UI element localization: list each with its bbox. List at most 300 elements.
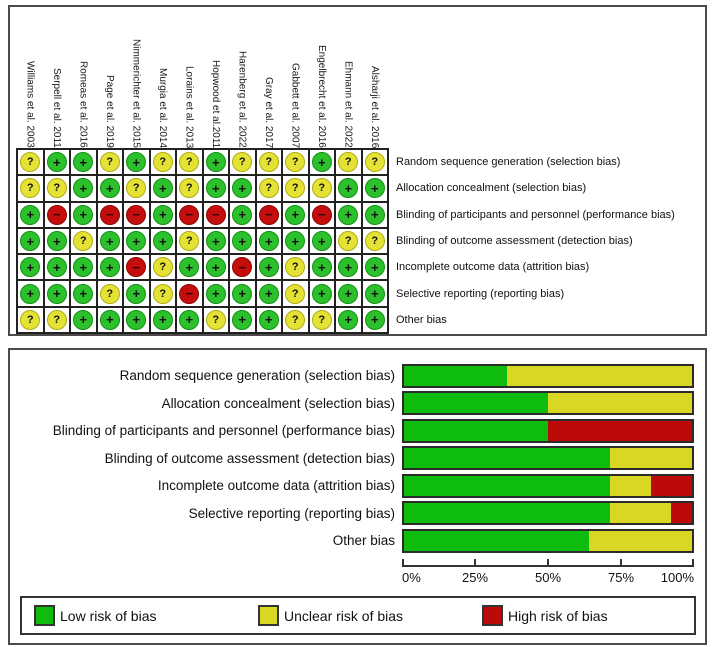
- judgement-cell: [335, 254, 362, 280]
- study-header-label: Alsharji et al. 2016: [368, 65, 380, 148]
- judgement-cell: [150, 149, 177, 175]
- judgement-cell: [282, 202, 309, 228]
- stacked-bar: [402, 529, 694, 553]
- low-risk-dot: +: [73, 257, 93, 277]
- judgement-cell: [70, 149, 97, 175]
- judgement-cell: [309, 202, 336, 228]
- judgement-cell: [44, 280, 71, 306]
- judgement-cell: [176, 149, 203, 175]
- judgement-cell: [176, 228, 203, 254]
- unclear-risk-dot: ?: [338, 231, 358, 251]
- low-risk-dot: +: [20, 257, 40, 277]
- judgement-cell: [229, 175, 256, 201]
- judgement-cell: [176, 175, 203, 201]
- low-risk-dot: +: [126, 231, 146, 251]
- bar-segment-high: [671, 503, 691, 523]
- judgement-cell: [70, 202, 97, 228]
- judgement-cell: [176, 254, 203, 280]
- low-risk-dot: +: [232, 205, 252, 225]
- low-risk-swatch: [34, 605, 55, 626]
- domain-label: Other bias: [396, 313, 447, 326]
- judgement-cell: [17, 254, 44, 280]
- low-risk-dot: +: [338, 205, 358, 225]
- axis-tick-label: 25%: [461, 569, 489, 585]
- study-header-cell: [334, 10, 361, 148]
- bar-segment-low: [404, 503, 610, 523]
- low-risk-dot: +: [153, 231, 173, 251]
- judgement-cell: [282, 280, 309, 306]
- bar-category-label: Other bias: [332, 533, 395, 549]
- unclear-risk-dot: ?: [100, 152, 120, 172]
- judgement-cell: [309, 307, 336, 333]
- judgement-cell: [70, 307, 97, 333]
- study-header-label: Harenberg et al. 2022: [236, 51, 248, 148]
- study-header-label: Ehmann et al. 2022: [342, 61, 354, 148]
- low-risk-dot: +: [365, 284, 385, 304]
- unclear-risk-dot: ?: [312, 310, 332, 330]
- study-header-cell: [202, 10, 229, 148]
- judgement-cell: [44, 307, 71, 333]
- study-header-label: Nimmerichter et al. 2015: [130, 39, 142, 148]
- bar-category-label: Blinding of participants and personnel (performance bias): [52, 423, 395, 439]
- low-risk-dot: +: [73, 178, 93, 198]
- low-risk-dot: +: [20, 284, 40, 304]
- judgement-cell: [176, 280, 203, 306]
- low-risk-dot: +: [126, 152, 146, 172]
- low-risk-dot: +: [73, 310, 93, 330]
- judgement-cell: [123, 228, 150, 254]
- judgement-cell: [17, 175, 44, 201]
- study-headers: [16, 10, 389, 148]
- judgement-cell: [335, 307, 362, 333]
- legend-item-unclear: [246, 605, 470, 626]
- bar-segment-low: [404, 448, 610, 468]
- judgement-cell: [229, 280, 256, 306]
- unclear-risk-dot: ?: [232, 152, 252, 172]
- low-risk-dot: +: [285, 231, 305, 251]
- low-risk-dot: +: [153, 178, 173, 198]
- axis-tick-label: 100%: [660, 569, 694, 585]
- judgement-cell: [44, 254, 71, 280]
- unclear-risk-dot: ?: [259, 178, 279, 198]
- judgement-cell: [256, 307, 283, 333]
- low-risk-dot: +: [338, 284, 358, 304]
- study-header-cell: [122, 10, 149, 148]
- high-risk-swatch: [482, 605, 503, 626]
- judgement-cell: [150, 307, 177, 333]
- low-risk-dot: +: [232, 231, 252, 251]
- judgement-row: [17, 254, 388, 280]
- low-risk-dot: +: [365, 205, 385, 225]
- low-risk-dot: +: [153, 205, 173, 225]
- unclear-risk-swatch: [258, 605, 279, 626]
- low-risk-dot: +: [73, 284, 93, 304]
- low-risk-dot: +: [73, 205, 93, 225]
- judgement-cell: [17, 202, 44, 228]
- unclear-risk-dot: ?: [285, 257, 305, 277]
- unclear-risk-dot: ?: [179, 152, 199, 172]
- unclear-risk-dot: ?: [179, 231, 199, 251]
- judgement-cell: [17, 280, 44, 306]
- judgement-cell: [203, 149, 230, 175]
- judgement-row: [17, 228, 388, 254]
- low-risk-dot: +: [259, 284, 279, 304]
- judgement-cell: [97, 254, 124, 280]
- bar-category-label: Incomplete outcome data (attrition bias): [157, 478, 395, 494]
- judgement-cell: [123, 254, 150, 280]
- judgement-cell: [44, 149, 71, 175]
- unclear-risk-dot: ?: [206, 310, 226, 330]
- high-risk-dot: −: [126, 205, 146, 225]
- judgement-cell: [282, 228, 309, 254]
- judgement-cell: [282, 307, 309, 333]
- judgement-cell: [362, 280, 389, 306]
- judgement-cell: [97, 149, 124, 175]
- judgement-cell: [176, 202, 203, 228]
- domain-label: Random sequence generation (selection bias): [396, 156, 621, 169]
- bar-category-label: Blinding of outcome assessment (detection bias): [104, 450, 395, 466]
- unclear-risk-dot: ?: [153, 257, 173, 277]
- judgement-cell: [282, 254, 309, 280]
- low-risk-dot: +: [206, 231, 226, 251]
- low-risk-dot: +: [259, 257, 279, 277]
- axis-tick: [402, 559, 404, 567]
- high-risk-dot: −: [232, 257, 252, 277]
- bar-segment-unclear: [589, 531, 692, 551]
- judgement-cell: [203, 280, 230, 306]
- judgement-cell: [203, 307, 230, 333]
- legend: [20, 596, 696, 635]
- judgement-cell: [123, 149, 150, 175]
- unclear-risk-dot: ?: [126, 178, 146, 198]
- summary-layout: [10, 7, 705, 334]
- unclear-risk-dot: ?: [365, 231, 385, 251]
- high-risk-dot: −: [126, 257, 146, 277]
- judgement-cell: [309, 254, 336, 280]
- study-header-cell: [16, 10, 43, 148]
- study-header-cell: [281, 10, 308, 148]
- judgement-cell: [97, 202, 124, 228]
- risk-of-bias-summary-panel: [8, 5, 707, 336]
- judgement-cell: [362, 307, 389, 333]
- judgement-cell: [335, 175, 362, 201]
- judgement-cell: [256, 149, 283, 175]
- domain-label: Blinding of outcome assessment (detection bias): [396, 235, 633, 248]
- study-header-label: Page et al. 2019: [103, 75, 115, 148]
- study-header-label: Williams et al. 2003: [24, 61, 36, 148]
- study-header-cell: [308, 10, 335, 148]
- studies-grid-column: [16, 10, 389, 334]
- stacked-bar: [402, 474, 694, 498]
- low-risk-dot: +: [126, 310, 146, 330]
- bar-segment-high: [651, 476, 692, 496]
- low-risk-dot: +: [206, 257, 226, 277]
- bar-segment-unclear: [548, 393, 692, 413]
- high-risk-dot: −: [259, 205, 279, 225]
- bar-segment-low: [404, 421, 548, 441]
- axis-tick-label: 50%: [534, 569, 562, 585]
- judgement-cell: [335, 202, 362, 228]
- low-risk-dot: +: [365, 257, 385, 277]
- judgement-cell: [256, 175, 283, 201]
- judgement-cell: [229, 254, 256, 280]
- judgement-cell: [335, 280, 362, 306]
- judgement-cell: [17, 228, 44, 254]
- low-risk-dot: +: [232, 178, 252, 198]
- stacked-bar: [402, 364, 694, 388]
- low-risk-dot: +: [179, 310, 199, 330]
- unclear-risk-dot: ?: [47, 310, 67, 330]
- legend-label: High risk of bias: [508, 607, 608, 624]
- study-header-cell: [69, 10, 96, 148]
- unclear-risk-dot: ?: [153, 284, 173, 304]
- judgement-cell: [335, 149, 362, 175]
- judgement-cell: [203, 254, 230, 280]
- low-risk-dot: +: [338, 178, 358, 198]
- low-risk-dot: +: [365, 310, 385, 330]
- study-header-cell: [255, 10, 282, 148]
- axis-tick-label: 75%: [607, 569, 635, 585]
- bar-row: [10, 527, 705, 555]
- bar-segment-unclear: [610, 503, 672, 523]
- unclear-risk-dot: ?: [312, 178, 332, 198]
- judgement-cell: [97, 307, 124, 333]
- bar-rows: [10, 350, 705, 555]
- bar-row: [10, 417, 705, 445]
- legend-label: Unclear risk of bias: [284, 607, 404, 624]
- judgement-cell: [229, 149, 256, 175]
- unclear-risk-dot: ?: [100, 284, 120, 304]
- high-risk-dot: −: [100, 205, 120, 225]
- study-header-cell: [228, 10, 255, 148]
- unclear-risk-dot: ?: [47, 178, 67, 198]
- judgement-cell: [97, 175, 124, 201]
- domain-label: Incomplete outcome data (attrition bias): [396, 261, 590, 274]
- judgement-cell: [229, 228, 256, 254]
- low-risk-dot: +: [47, 231, 67, 251]
- judgement-cell: [309, 280, 336, 306]
- judgement-cell: [44, 202, 71, 228]
- unclear-risk-dot: ?: [179, 178, 199, 198]
- judgement-cell: [123, 307, 150, 333]
- axis-tick-label: 0%: [402, 569, 421, 585]
- judgement-cell: [17, 149, 44, 175]
- judgement-cell: [150, 280, 177, 306]
- low-risk-dot: +: [312, 257, 332, 277]
- low-risk-dot: +: [338, 257, 358, 277]
- judgement-cell: [44, 228, 71, 254]
- high-risk-dot: −: [179, 284, 199, 304]
- unclear-risk-dot: ?: [73, 231, 93, 251]
- low-risk-dot: +: [206, 178, 226, 198]
- judgement-cell: [309, 175, 336, 201]
- judgement-cell: [362, 228, 389, 254]
- judgement-cell: [70, 228, 97, 254]
- judgement-cell: [256, 254, 283, 280]
- low-risk-dot: +: [365, 178, 385, 198]
- study-header-cell: [175, 10, 202, 148]
- axis-tick: [547, 559, 549, 567]
- study-header-cell: [96, 10, 123, 148]
- bar-row: [10, 445, 705, 473]
- judgement-cell: [362, 254, 389, 280]
- low-risk-dot: +: [206, 152, 226, 172]
- judgement-cell: [362, 149, 389, 175]
- judgement-cell: [150, 202, 177, 228]
- judgement-cell: [97, 228, 124, 254]
- stacked-bar: [402, 501, 694, 525]
- low-risk-dot: +: [312, 284, 332, 304]
- unclear-risk-dot: ?: [285, 310, 305, 330]
- judgement-grid: [16, 148, 389, 334]
- domain-label: Blinding of participants and personnel (performance bias): [396, 208, 675, 221]
- judgement-cell: [203, 202, 230, 228]
- low-risk-dot: +: [206, 284, 226, 304]
- unclear-risk-dot: ?: [153, 152, 173, 172]
- domain-labels: [396, 10, 675, 334]
- low-risk-dot: +: [259, 310, 279, 330]
- low-risk-dot: +: [20, 231, 40, 251]
- low-risk-dot: +: [259, 231, 279, 251]
- unclear-risk-dot: ?: [20, 178, 40, 198]
- judgement-cell: [256, 228, 283, 254]
- study-header-label: Hopwood et al.2011: [209, 59, 221, 148]
- judgement-cell: [44, 175, 71, 201]
- low-risk-dot: +: [73, 152, 93, 172]
- study-header-label: Serpell et al. 2011: [50, 68, 62, 148]
- bar-segment-low: [404, 531, 589, 551]
- judgement-cell: [150, 254, 177, 280]
- low-risk-dot: +: [100, 231, 120, 251]
- judgement-cell: [17, 307, 44, 333]
- judgement-cell: [150, 228, 177, 254]
- low-risk-dot: +: [20, 205, 40, 225]
- legend-item-low: [22, 605, 246, 626]
- domain-label: Allocation concealment (selection bias): [396, 182, 587, 195]
- bar-segment-unclear: [507, 366, 692, 386]
- unclear-risk-dot: ?: [285, 152, 305, 172]
- stacked-bar: [402, 391, 694, 415]
- bar-row: [10, 472, 705, 500]
- legend-item-high: [470, 605, 694, 626]
- judgement-cell: [203, 175, 230, 201]
- bar-segment-high: [548, 421, 692, 441]
- bar-category-label: Selective reporting (reporting bias): [188, 505, 395, 521]
- high-risk-dot: −: [179, 205, 199, 225]
- unclear-risk-dot: ?: [20, 310, 40, 330]
- low-risk-dot: +: [232, 284, 252, 304]
- bar-category-label: Random sequence generation (selection bias): [119, 368, 395, 384]
- judgement-cell: [97, 280, 124, 306]
- study-header-cell: [361, 10, 388, 148]
- judgement-row: [17, 280, 388, 306]
- bar-segment-low: [404, 393, 548, 413]
- bar-row: [10, 390, 705, 418]
- judgement-cell: [203, 228, 230, 254]
- judgement-cell: [256, 280, 283, 306]
- low-risk-dot: +: [47, 152, 67, 172]
- bar-segment-low: [404, 366, 507, 386]
- low-risk-dot: +: [126, 284, 146, 304]
- judgement-row: [17, 175, 388, 201]
- unclear-risk-dot: ?: [285, 178, 305, 198]
- unclear-risk-dot: ?: [285, 284, 305, 304]
- judgement-cell: [256, 202, 283, 228]
- low-risk-dot: +: [100, 178, 120, 198]
- low-risk-dot: +: [153, 310, 173, 330]
- judgement-cell: [335, 228, 362, 254]
- domain-label: Selective reporting (reporting bias): [396, 287, 565, 300]
- judgement-cell: [309, 149, 336, 175]
- stacked-bar: [402, 419, 694, 443]
- judgement-cell: [282, 175, 309, 201]
- judgement-cell: [70, 175, 97, 201]
- low-risk-dot: +: [100, 257, 120, 277]
- low-risk-dot: +: [100, 310, 120, 330]
- judgement-cell: [282, 149, 309, 175]
- legend-label: Low risk of bias: [60, 607, 157, 624]
- x-axis: [402, 559, 694, 589]
- judgement-row: [17, 307, 388, 333]
- judgement-cell: [229, 202, 256, 228]
- study-header-label: Engelbrecht et al. 2016: [315, 45, 327, 148]
- unclear-risk-dot: ?: [259, 152, 279, 172]
- bar-category-label: Allocation concealment (selection bias): [161, 395, 395, 411]
- judgement-cell: [229, 307, 256, 333]
- judgement-row: [17, 149, 388, 175]
- judgement-cell: [123, 280, 150, 306]
- judgement-cell: [362, 202, 389, 228]
- unclear-risk-dot: ?: [20, 152, 40, 172]
- judgement-cell: [362, 175, 389, 201]
- study-header-label: Murgia et al. 2014: [156, 67, 168, 148]
- unclear-risk-dot: ?: [338, 152, 358, 172]
- low-risk-dot: +: [232, 310, 252, 330]
- low-risk-dot: +: [312, 231, 332, 251]
- study-header-label: Gabbett et al. 2007: [289, 62, 301, 148]
- high-risk-dot: −: [312, 205, 332, 225]
- low-risk-dot: +: [338, 310, 358, 330]
- bar-segment-unclear: [610, 448, 692, 468]
- low-risk-dot: +: [285, 205, 305, 225]
- judgement-cell: [123, 175, 150, 201]
- study-header-label: Romeas et al. 2016: [77, 61, 89, 148]
- low-risk-dot: +: [312, 152, 332, 172]
- study-header-cell: [43, 10, 70, 148]
- low-risk-dot: +: [179, 257, 199, 277]
- bar-segment-low: [404, 476, 610, 496]
- low-risk-dot: +: [47, 284, 67, 304]
- judgement-cell: [309, 228, 336, 254]
- judgement-cell: [70, 254, 97, 280]
- bar-segment-unclear: [610, 476, 651, 496]
- judgement-row: [17, 202, 388, 228]
- high-risk-dot: −: [206, 205, 226, 225]
- judgement-cell: [150, 175, 177, 201]
- low-risk-dot: +: [47, 257, 67, 277]
- axis-tick: [692, 559, 694, 567]
- bar-row: [10, 500, 705, 528]
- study-header-label: Lorains et al. 2013: [183, 65, 195, 148]
- high-risk-dot: −: [47, 205, 67, 225]
- axis-tick: [474, 559, 476, 567]
- bar-row: [10, 362, 705, 390]
- judgement-cell: [123, 202, 150, 228]
- judgement-cell: [70, 280, 97, 306]
- risk-of-bias-graph-panel: [8, 348, 707, 645]
- stacked-bar: [402, 446, 694, 470]
- judgement-cell: [176, 307, 203, 333]
